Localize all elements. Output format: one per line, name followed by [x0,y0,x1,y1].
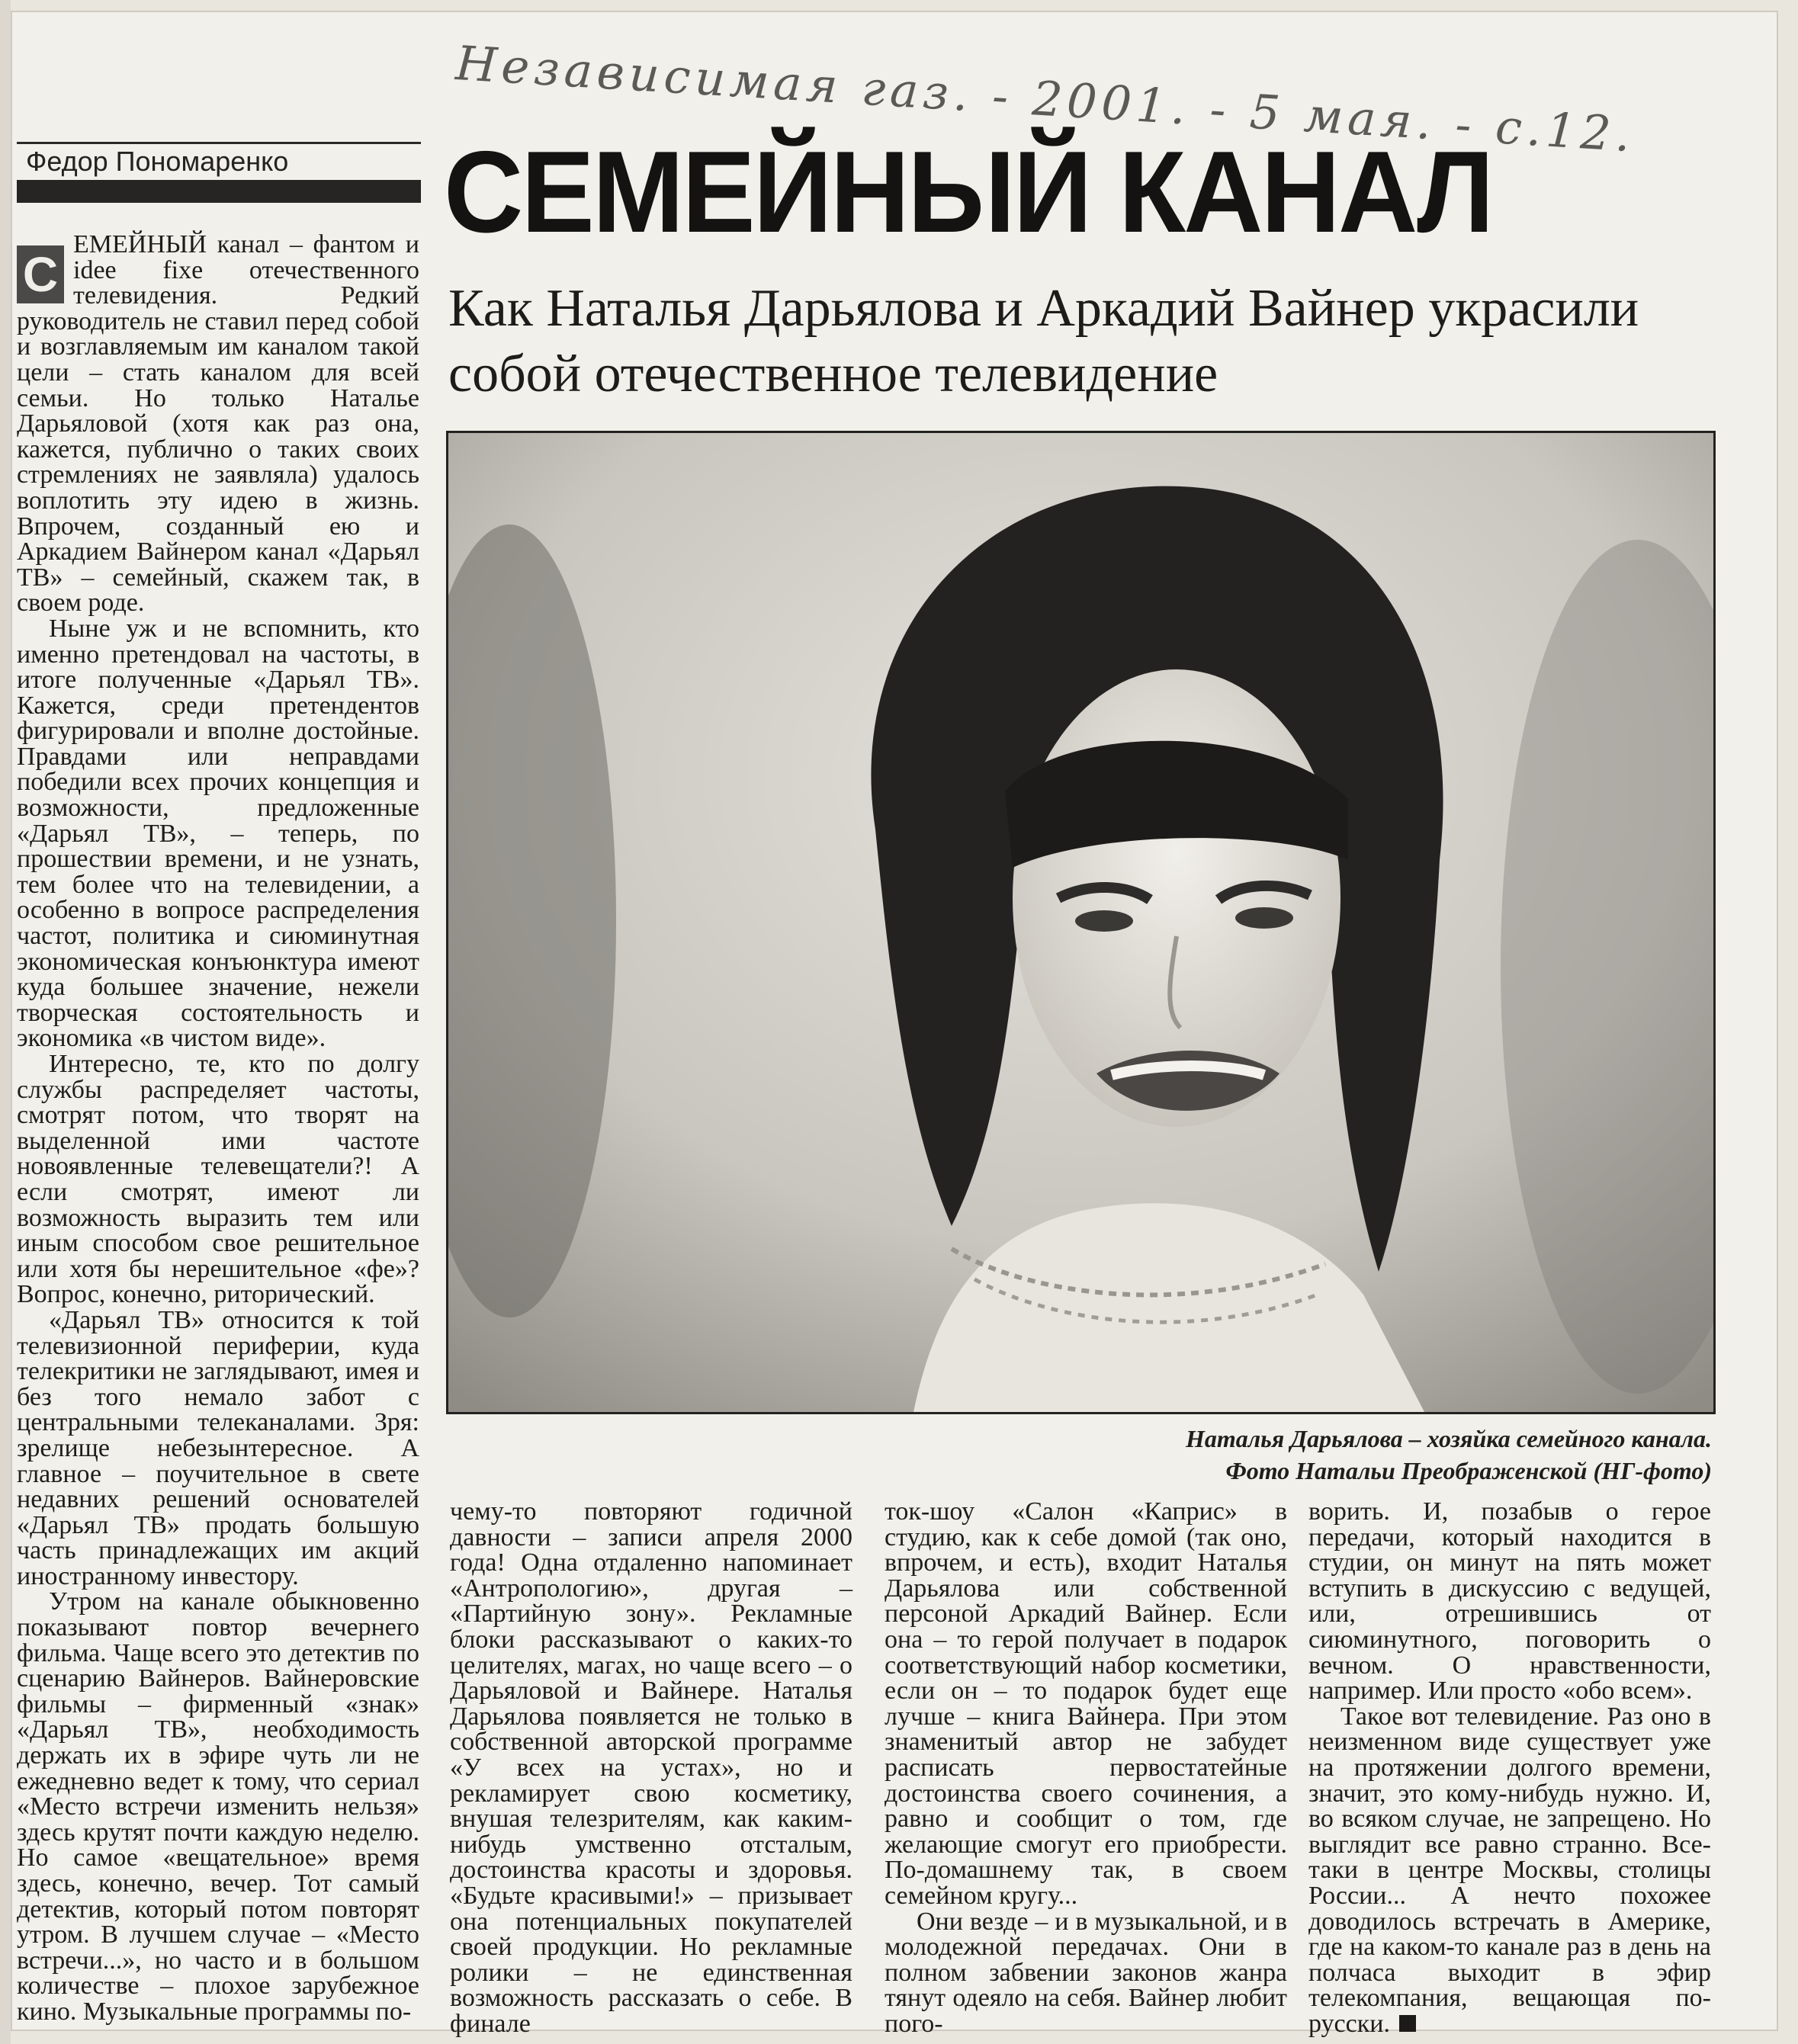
caption-line-2: Фото Натальи Преображенской (НГ-фото) [1225,1457,1712,1484]
article-column-3 [885,1497,1287,2038]
handwritten-source-note: Независимая газ. - 2001. - 5 мая. - с.12. [454,35,1637,163]
paragraph: чему-то повторяют годичной давности – записи апреля 2000 года! Одна отдаленно напоминает «Антропологию», другая – «Партийную зону». Рекламные блоки рассказывают о каких-то целителях, магах, но чаще всего – о Дарьяловой и Вайнере. Наталья Дарьялова появляется не только в собственной авторской программе «У всех на устах», но и рекламирует свою косметику, внушая телезрителям, как каким-нибудь умственно отсталым, достоинства красоты и здоровья. «Будьте красивыми!» – призывает она потенциальных покупателей своей продукции. Но рекламные ролики – не единственная возможность рассказать о себе. В финале [450,1497,852,2038]
paragraph: ток-шоу «Салон «Каприс» в студию, как к себе домой (так оно, впрочем, и есть), входит Наталья Дарьялова или собственной персоной Аркадий Вайнер. Если она – то герой получает в подарок соответствующий набор косметики, если он – то подарок будет еще лучше – книга Вайнера. При этом знаменитый автор не забудет расписать первостатейные достоинства своего сочинения, а равно и сообщит о том, где желающие смогут его приобрести. По-домашнему так, в своем семейном кругу... [885,1497,1287,1910]
paragraph-text: Такое вот телевидение. Раз оно в неизменном виде существует уже на протяжении долгого времени, значит, это кому-нибудь нужно. И, во всяком случае, не запрещено. Но выглядит все равно странно. Все-таки в центре Москвы, столицы России... А нечто похожее доводилось встречать в Америке, где на каком-то канале раз в день на полчаса выходит в эфир телекомпания, вещающая по-русски. [1308,1702,1711,2038]
paragraph [1308,1704,1711,2037]
paragraph: Ныне уж и не вспомнить, кто именно претендовал на частоты, в итоге полученные «Дарьял ТВ». Кажется, среди претендентов фигурировали и вполне достойные. Правдами или неправдами победили всех прочих концепция и возможности, предложенные «Дарьял ТВ», – теперь, по прошествии времени, и не узнать, тем более что на телевидении, а особенно в вопросе распределения частот, политика и сиюминутная экономическая конъюнктура имеют куда большее значение, нежели творческая состоятельность и экономика «в чистом виде». [17,614,419,1053]
byline-bottom-rule [17,180,421,203]
subheadline: Как Наталья Дарьялова и Аркадий Вайнер украсили собой отечественное телевидение [448,279,1639,403]
article-column-1 [17,230,419,2026]
headline: СЕМЕЙНЫЙ КАНАЛ [444,127,1492,257]
portrait-photo [446,431,1716,1414]
article-column-2 [450,1497,852,2038]
article-column-4 [1308,1497,1711,2038]
photo-caption [839,1423,1712,1491]
scan-edge [0,0,11,2044]
end-of-article-icon [1399,2015,1416,2032]
paragraph: Они везде – и в музыкальной, и в молодежной передачах. Они в полном забвении законов жанра тянут одеяло на себя. Вайнер любит пого- [885,1907,1287,2038]
paragraph: ворить. И, позабыв о герое передачи, который находится в студии, он минут на пять может вступить в дискуссию с ведущей, или, отрешившись от сиюминутного, поговорить о вечном. О нравственности, например. Или просто «обо всем». [1308,1497,1711,1705]
portrait-photo-icon [448,433,1713,1412]
drop-cap: С [17,245,64,303]
paragraph: «Дарьял ТВ» относится к той телевизионной периферии, куда телекритики не заглядывают, имея и без того немало забот с центральными телеканалами. Зря: зрелище небезынтересное. А главное – поучительное в свете недавних решений основателей «Дарьял ТВ» продать большую часть принадлежащих им акций иностранному инвестору. [17,1305,419,1590]
paragraph: Утром на канале обыкновенно показывают повтор вечернего фильма. Чаще всего это детектив по сценарию Вайнеров. Вайнеровские фильмы – фирменный «знак» «Дарьял ТВ», необходимость держать их в эфире чуть ли не ежедневно ведет к тому, что сериал «Место встречи изменить нельзя» здесь крутят почти каждую неделю. Но самое «вещательное» время здесь, конечно, вечер. Тот самый детектив, который потом повторят утром. В лучшем случае – «Место встречи...», но часто и в большом количестве – плохое зарубежное кино. Музыкальные программы по- [17,1587,419,2026]
paragraph: Интересно, те, кто по долгу службы распределяет частоты, смотрят потом, что творят на выделенной ими частоте новоявленные телевещатели?! А если смотрят, имеют ли возможность выразить тем или иным способом свое решительное или хотя бы нерешительное «фе»? Вопрос, конечно, риторический. [17,1050,419,1309]
paragraph-text: ЕМЕЙНЫЙ канал – фантом и idee fixe отечественного телевидения. Редкий руководитель не ставил перед собой и возглавляемым им каналом такой цели – стать каналом для всей семьи. Но только Наталье Дарьяловой (хотя как раз она, кажется, публично о таких своих стремлениях не заявляла) удалось воплотить эту идею в жизнь. Впрочем, созданный ею и Аркадием Вайнером канал «Дарьял ТВ» – семейный, скажем так, в своем роде. [17,230,419,618]
caption-line-1: Наталья Дарьялова – хозяйка семейного канала. [1185,1425,1712,1452]
byline: Федор Пономаренко [26,146,289,177]
paragraph [17,232,419,616]
